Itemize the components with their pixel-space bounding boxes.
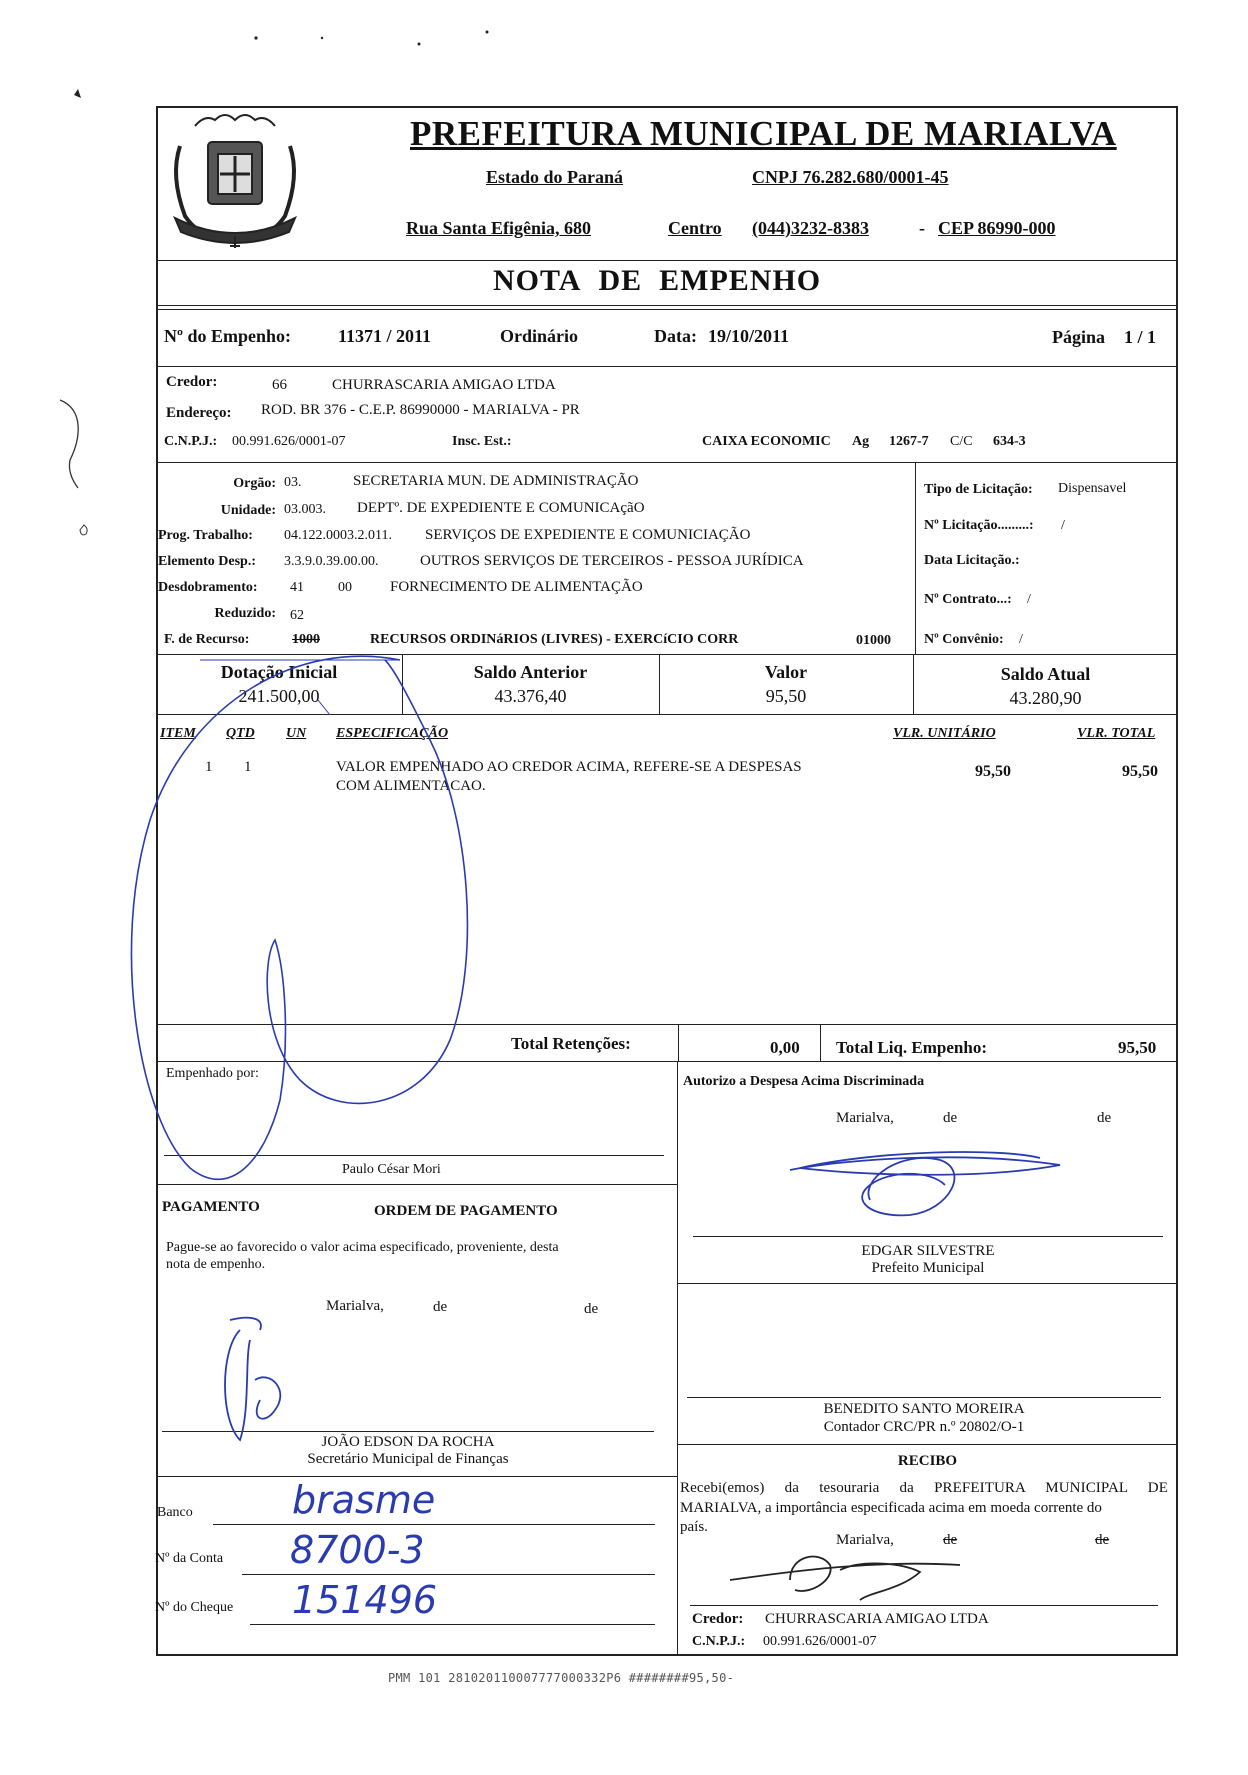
recibo-cnpj: 00.991.626/0001-07 <box>763 1634 877 1649</box>
licitacao-tipo-label: Tipo de Licitação: <box>924 482 1033 497</box>
pagamento-de1: de <box>433 1299 448 1315</box>
municipal-crest-logo <box>160 106 310 256</box>
licitacao-convenio: / <box>1019 632 1023 647</box>
autorizo-label: Autorizo a Despesa Acima Discriminada <box>683 1074 925 1089</box>
header-cep: CEP 86990-000 <box>938 218 1056 238</box>
recibo-credor: CHURRASCARIA AMIGAO LTDA <box>765 1611 989 1627</box>
doc-title-part1: NOTA <box>493 264 582 297</box>
empenhado-por-name: Paulo César Mori <box>342 1162 441 1177</box>
credor-name: CHURRASCARIA AMIGAO LTDA <box>332 377 556 393</box>
credor-address-label: Endereço: <box>166 405 232 421</box>
credor-bank: CAIXA ECONOMIC <box>702 434 831 449</box>
header-address-street: Rua Santa Efigênia, 680 <box>406 218 592 238</box>
elemento-desc: OUTROS SERVIÇOS DE TERCEIROS - PESSOA JURÍDICA <box>420 553 804 569</box>
credor-cc: 634-3 <box>993 434 1026 449</box>
licitacao-contrato-label: Nº Contrato...: <box>924 592 1012 607</box>
empenho-date: 19/10/2011 <box>708 326 790 346</box>
licitacao-contrato: / <box>1027 592 1031 607</box>
header-address-district: Centro <box>668 218 722 238</box>
crest-banner-text: MARIALVA <box>211 222 259 232</box>
licitacao-data-label: Data Licitação.: <box>924 553 1020 568</box>
recibo-text-line3: país. <box>680 1519 708 1535</box>
col-vlr-unitario: VLR. UNITÁRIO <box>893 726 996 741</box>
total-retencoes-value: 0,00 <box>770 1038 800 1057</box>
empenho-number-label: Nº do Empenho: <box>164 326 291 346</box>
empenho-date-label: Data: <box>654 326 697 346</box>
cheque-handwritten: 151496 <box>292 1578 438 1622</box>
credor-label: Credor: <box>166 374 218 390</box>
orgao-desc: SECRETARIA MUN. DE ADMINISTRAÇÃO <box>353 473 639 489</box>
item-desc-line2: COM ALIMENTACAO. <box>336 778 486 794</box>
header-cnpj: CNPJ 76.282.680/0001-45 <box>752 167 949 187</box>
unidade-label: Unidade: <box>220 503 276 518</box>
recibo-credor-label: Credor: <box>692 1611 744 1627</box>
credor-cnpj: 00.991.626/0001-07 <box>232 434 346 449</box>
autorizo-de1: de <box>943 1110 958 1126</box>
reduzido-value: 62 <box>290 608 304 623</box>
credor-ag: 1267-7 <box>889 434 929 449</box>
licitacao-tipo: Dispensavel <box>1058 481 1127 496</box>
unidade-code: 03.003. <box>284 502 326 517</box>
total-retencoes-label: Total Retenções: <box>511 1034 631 1053</box>
conta-label: Nº da Conta <box>155 1551 224 1566</box>
recurso-code: 1000 <box>292 632 320 647</box>
item-qtd: 1 <box>244 759 252 775</box>
doc-title-part3: EMPENHO <box>659 264 822 297</box>
pagamento-city: Marialva, <box>326 1298 384 1314</box>
autorizo-signer-role: Prefeito Municipal <box>871 1260 985 1276</box>
saldo-atual-value: 43.280,90 <box>1009 688 1082 708</box>
licitacao-numero-label: Nº Licitação.........: <box>924 518 1034 533</box>
item-vlr-unitario: 95,50 <box>975 763 1011 780</box>
recibo-de2: de <box>1095 1532 1110 1548</box>
valor-label: Valor <box>764 662 808 682</box>
pagamento-signer-role: Secretário Municipal de Finanças <box>307 1451 509 1467</box>
desdobramento-label: Desdobramento: <box>158 580 258 595</box>
col-especificacao: ESPECIFICAÇÃO <box>336 726 449 741</box>
header-phone: (044)3232-8383 <box>752 218 869 238</box>
pagamento-text-line1: Pague-se ao favorecido o valor acima especificado, proveniente, desta <box>166 1240 559 1255</box>
empenho-page: 1 / 1 <box>1124 327 1157 347</box>
saldo-anterior-label: Saldo Anterior <box>473 662 588 682</box>
credor-cc-label: C/C <box>950 434 973 449</box>
recibo-label: RECIBO <box>897 1453 958 1469</box>
prog-code: 04.122.0003.2.011. <box>284 528 392 543</box>
contador-name: BENEDITO SANTO MOREIRA <box>823 1401 1025 1417</box>
conta-handwritten: 8700-3 <box>290 1528 425 1572</box>
recibo-cnpj-label: C.N.P.J.: <box>692 1634 746 1649</box>
orgao-label: Orgão: <box>233 476 276 491</box>
dotacao-value: 241.500,00 <box>238 686 320 706</box>
footer-code: PMM 101 281020110007777000332P6 ########95,50- <box>388 1671 735 1685</box>
empenho-page-label: Página <box>1052 327 1106 347</box>
item-desc-line1: VALOR EMPENHADO AO CREDOR ACIMA, REFERE-SE A DESPESAS <box>336 759 802 775</box>
col-vlr-total: VLR. TOTAL <box>1077 726 1156 741</box>
recibo-text-line2: MARIALVA, a importância especificada acima em moeda corrente do <box>680 1500 1102 1516</box>
autorizo-city: Marialva, <box>836 1110 894 1126</box>
saldo-atual-label: Saldo Atual <box>1000 664 1091 684</box>
dotacao-label: Dotação Inicial <box>220 662 338 682</box>
recibo-city: Marialva, <box>836 1532 894 1548</box>
recibo-text-line1: Recebi(emos) da tesouraria da PREFEITURA MUNICIPAL DE <box>680 1480 1168 1496</box>
credor-cnpj-label: C.N.P.J.: <box>164 434 218 449</box>
item-number: 1 <box>205 759 213 775</box>
col-item: ITEM <box>160 726 196 741</box>
item-vlr-total: 95,50 <box>1122 763 1158 780</box>
pagamento-text-line2: nota de empenho. <box>166 1257 266 1272</box>
recibo-de1: de <box>943 1532 958 1548</box>
doc-title-part2: DE <box>598 264 643 297</box>
recurso-label: F. de Recurso: <box>164 632 250 647</box>
banco-label: Banco <box>157 1505 193 1520</box>
doc-title <box>493 264 821 298</box>
credor-ag-label: Ag <box>852 434 870 449</box>
desdobramento-code2: 00 <box>338 580 352 595</box>
unidade-desc: DEPTº. DE EXPEDIENTE E COMUNICAçãO <box>357 500 645 516</box>
prog-desc: SERVIÇOS DE EXPEDIENTE E COMUNICIAÇÃO <box>425 527 751 543</box>
col-un: UN <box>286 726 307 741</box>
header-separator: - <box>919 218 925 238</box>
credor-address: ROD. BR 376 - C.E.P. 86990000 - MARIALVA - PR <box>261 402 580 418</box>
credor-code: 66 <box>272 377 287 393</box>
contador-role: Contador CRC/PR n.º 20802/O-1 <box>823 1419 1025 1435</box>
header-title: PREFEITURA MUNICIPAL DE MARIALVA <box>410 114 1117 153</box>
header-state: Estado do Paraná <box>486 167 624 187</box>
licitacao-convenio-label: Nº Convênio: <box>924 632 1004 647</box>
credor-insc-label: Insc. Est.: <box>452 434 512 449</box>
valor-value: 95,50 <box>765 686 807 706</box>
saldo-anterior-value: 43.376,40 <box>494 686 567 706</box>
empenho-number: 11371 / 2011 <box>338 326 432 346</box>
elemento-label: Elemento Desp.: <box>158 554 256 569</box>
total-liq-value: 95,50 <box>1118 1038 1157 1057</box>
desdobramento-desc: FORNECIMENTO DE ALIMENTAÇÃO <box>390 579 643 595</box>
recurso-num: 01000 <box>856 633 891 648</box>
col-qtd: QTD <box>226 726 255 741</box>
recurso-desc: RECURSOS ORDINáRIOS (LIVRES) - EXERCíCIO CORR <box>370 632 739 647</box>
licitacao-numero: / <box>1061 518 1065 533</box>
autorizo-de2: de <box>1097 1110 1112 1126</box>
empenho-type: Ordinário <box>500 326 579 346</box>
total-liq-label: Total Liq. Empenho: <box>836 1038 987 1057</box>
reduzido-label: Reduzido: <box>214 606 276 621</box>
pagamento-label: PAGAMENTO <box>162 1199 260 1215</box>
desdobramento-code1: 41 <box>290 580 304 595</box>
orgao-code: 03. <box>284 475 302 490</box>
elemento-code: 3.3.9.0.39.00.00. <box>284 554 379 569</box>
cheque-label: Nº do Cheque <box>155 1600 234 1615</box>
prog-label: Prog. Trabalho: <box>158 528 253 543</box>
pagamento-de2: de <box>584 1301 599 1317</box>
pagamento-signer-name: JOÃO EDSON DA ROCHA <box>321 1434 495 1450</box>
ordem-pagamento-label: ORDEM DE PAGAMENTO <box>374 1203 558 1219</box>
banco-handwritten: brasme <box>292 1478 436 1522</box>
autorizo-signer-name: EDGAR SILVESTRE <box>861 1243 995 1259</box>
empenhado-por-label: Empenhado por: <box>166 1066 259 1081</box>
